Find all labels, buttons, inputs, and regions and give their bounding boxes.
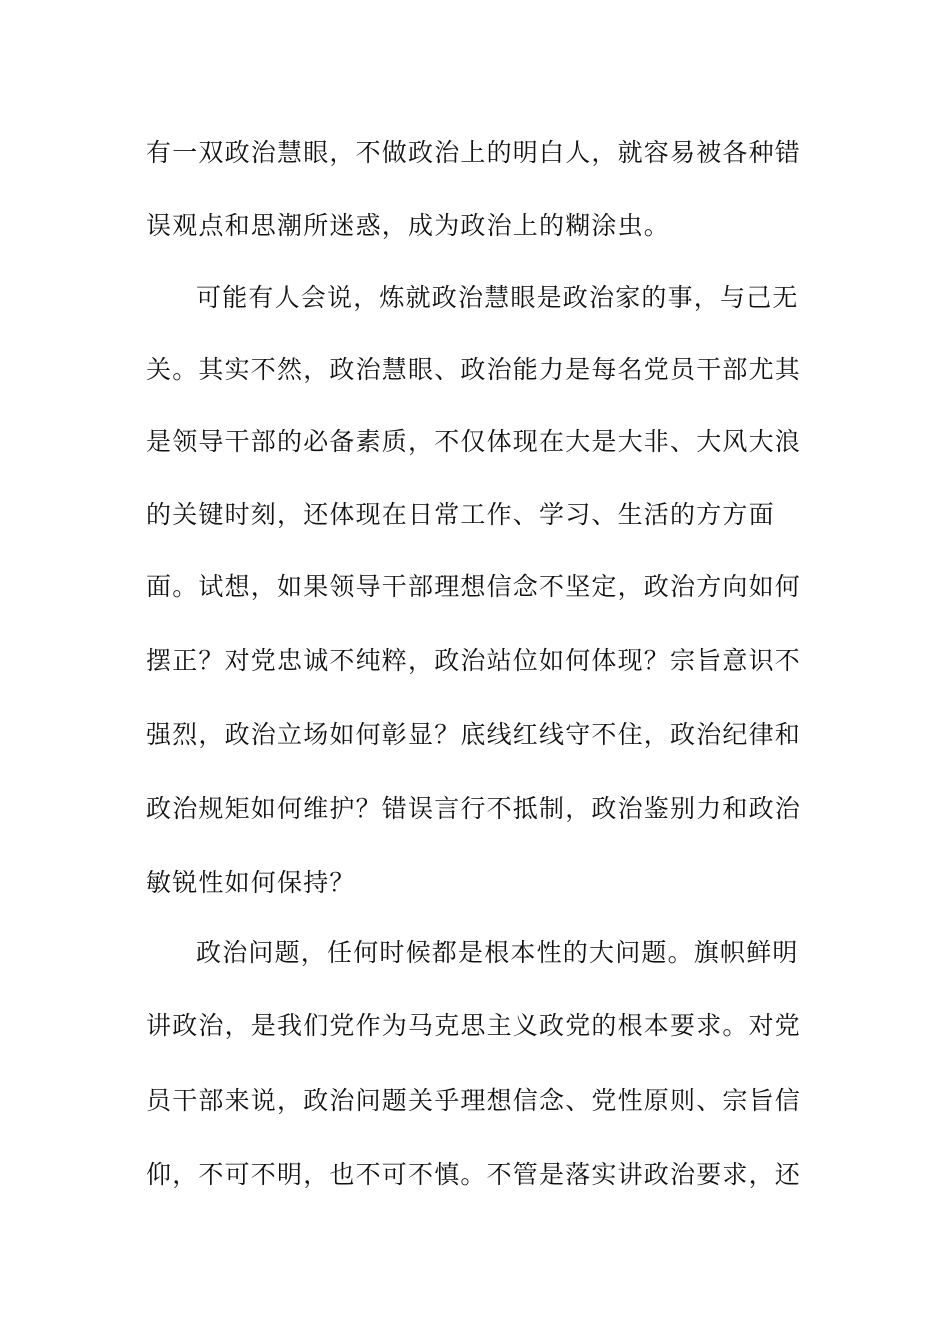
- text-line-1: 有一双政治慧眼，不做政治上的明白人，就容易被各种错: [146, 138, 802, 167]
- text-line-9: 强烈，政治立场如何彰显？底线红线守不住，政治纪律和: [146, 720, 802, 749]
- text-line-13: 讲政治，是我们党作为马克思主义政党的根本要求。对党: [146, 1011, 802, 1040]
- text-line-6: 的关键时刻，还体现在日常工作、学习、生活的方方面: [146, 500, 775, 529]
- text-line-5: 是领导干部的必备素质，不仅体现在大是大非、大风大浪: [146, 427, 802, 456]
- text-line-15: 仰，不可不明，也不可不慎。不管是落实讲政治要求，还: [146, 1160, 802, 1189]
- text-line-11: 敏锐性如何保持？: [146, 868, 356, 897]
- text-line-7: 面。试想，如果领导干部理想信念不坚定，政治方向如何: [146, 572, 802, 601]
- text-line-4: 关。其实不然，政治慧眼、政治能力是每名党员干部尤其: [146, 355, 802, 384]
- text-line-12: 政治问题，任何时候都是根本性的大问题。旗帜鲜明: [196, 938, 799, 967]
- text-line-10: 政治规矩如何维护？错误言行不抵制，政治鉴别力和政治: [146, 794, 802, 823]
- text-line-2: 误观点和思潮所迷惑，成为政治上的糊涂虫。: [146, 211, 671, 240]
- text-line-3: 可能有人会说，炼就政治慧眼是政治家的事，与己无: [196, 283, 799, 312]
- text-line-14: 员干部来说，政治问题关乎理想信念、党性原则、宗旨信: [146, 1086, 802, 1115]
- text-line-8: 摆正？对党忠诚不纯粹，政治站位如何体现？宗旨意识不: [146, 646, 802, 675]
